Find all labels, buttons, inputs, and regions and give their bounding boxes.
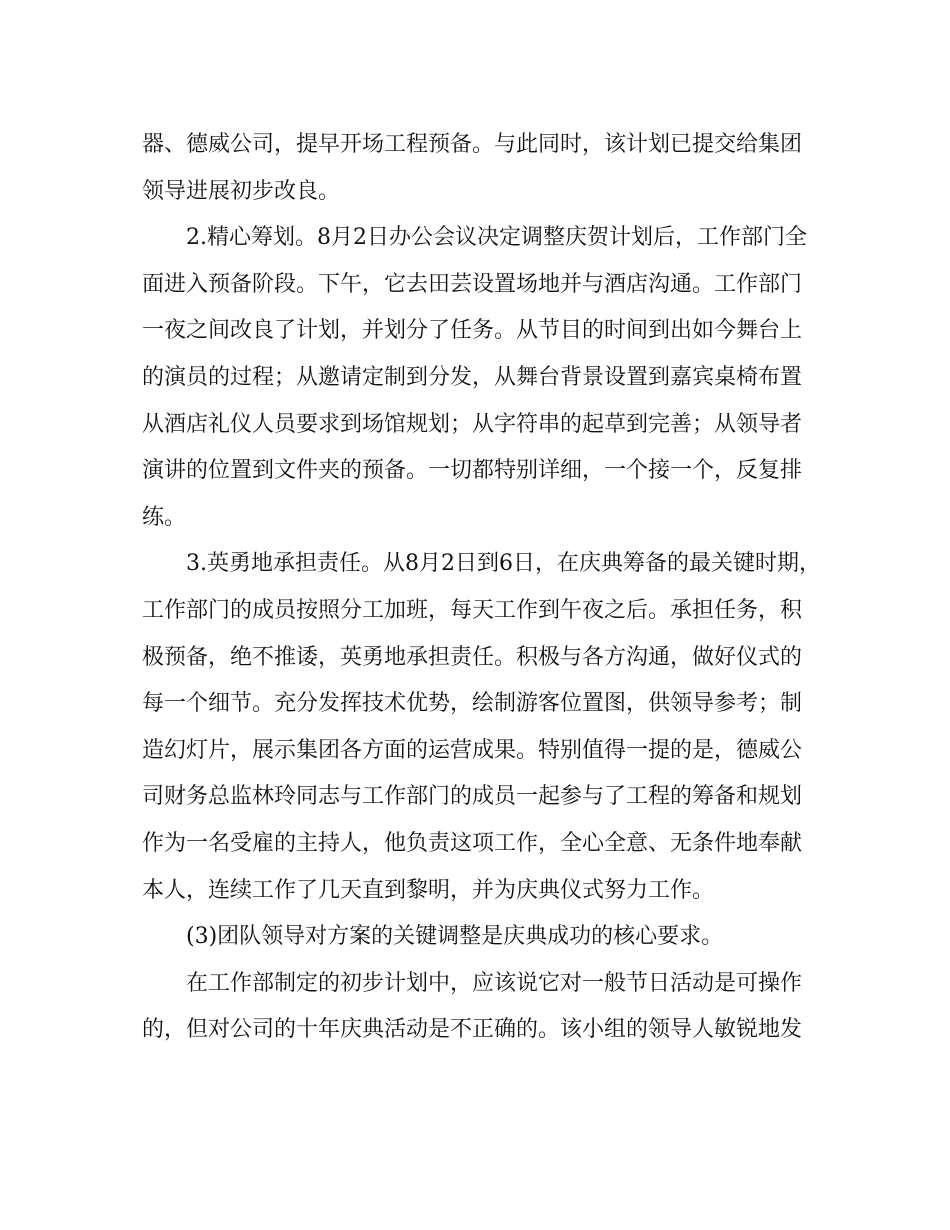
document-body	[142, 122, 821, 1054]
text-line: 造幻灯片，展示集团各方面的运营成果。特别值得一提的是，德威公	[142, 737, 803, 763]
text-line: 领导进展初步改良。	[142, 178, 341, 204]
text-line: 一夜之间改良了计划，并划分了任务。从节目的时间到出如今舞台上	[142, 318, 803, 344]
text-line: 工作部门的成员按照分工加班，每天工作到午夜之后。承担任务，积	[142, 597, 803, 623]
paragraph-start-line: 2.精心筹划。8月2日办公会议决定调整庆贺计划后，工作部门全	[186, 225, 807, 251]
paragraph-start-line: 3.英勇地承担责任。从8月2日到6日，在庆典筹备的最关键时期，	[186, 551, 821, 577]
text-line: 的演员的过程；从邀请定制到分发，从舞台背景设置到嘉宾桌椅布置	[142, 364, 803, 390]
text-line: 器、德威公司，提早开场工程预备。与此同时，该计划已提交给集团	[142, 132, 803, 157]
text-line: 演讲的位置到文件夹的预备。一切都特别详细，一个接一个，反复排	[142, 458, 803, 484]
paragraph-start-line: 在工作部制定的初步计划中，应该说它对一般节日活动是可操作	[186, 970, 803, 996]
section-heading: (3)团队领导对方案的关键调整是庆典成功的核心要求。	[186, 924, 724, 950]
text-line: 的，但对公司的十年庆典活动是不正确的。该小组的领导人敏锐地发	[142, 1017, 803, 1043]
text-line: 本人，连续工作了几天直到黎明，并为庆典仪式努力工作。	[142, 877, 715, 903]
text-line: 练。	[142, 504, 187, 530]
text-line: 从酒店礼仪人员要求到场馆规划；从字符串的起草到完善；从领导者	[142, 411, 803, 437]
text-line: 每一个细节。充分发挥技术优势，绘制游客位置图，供领导参考；制	[142, 691, 803, 717]
text-line: 面进入预备阶段。下午，它去田芸设置场地并与酒店沟通。工作部门	[142, 271, 803, 297]
text-line: 极预备，绝不推诿，英勇地承担责任。积极与各方沟通，做好仪式的	[142, 644, 803, 670]
text-line: 作为一名受雇的主持人，他负责这项工作，全心全意、无条件地奉献	[142, 830, 803, 856]
text-line: 司财务总监林玲同志与工作部门的成员一起参与了工程的筹备和规划	[142, 784, 803, 810]
